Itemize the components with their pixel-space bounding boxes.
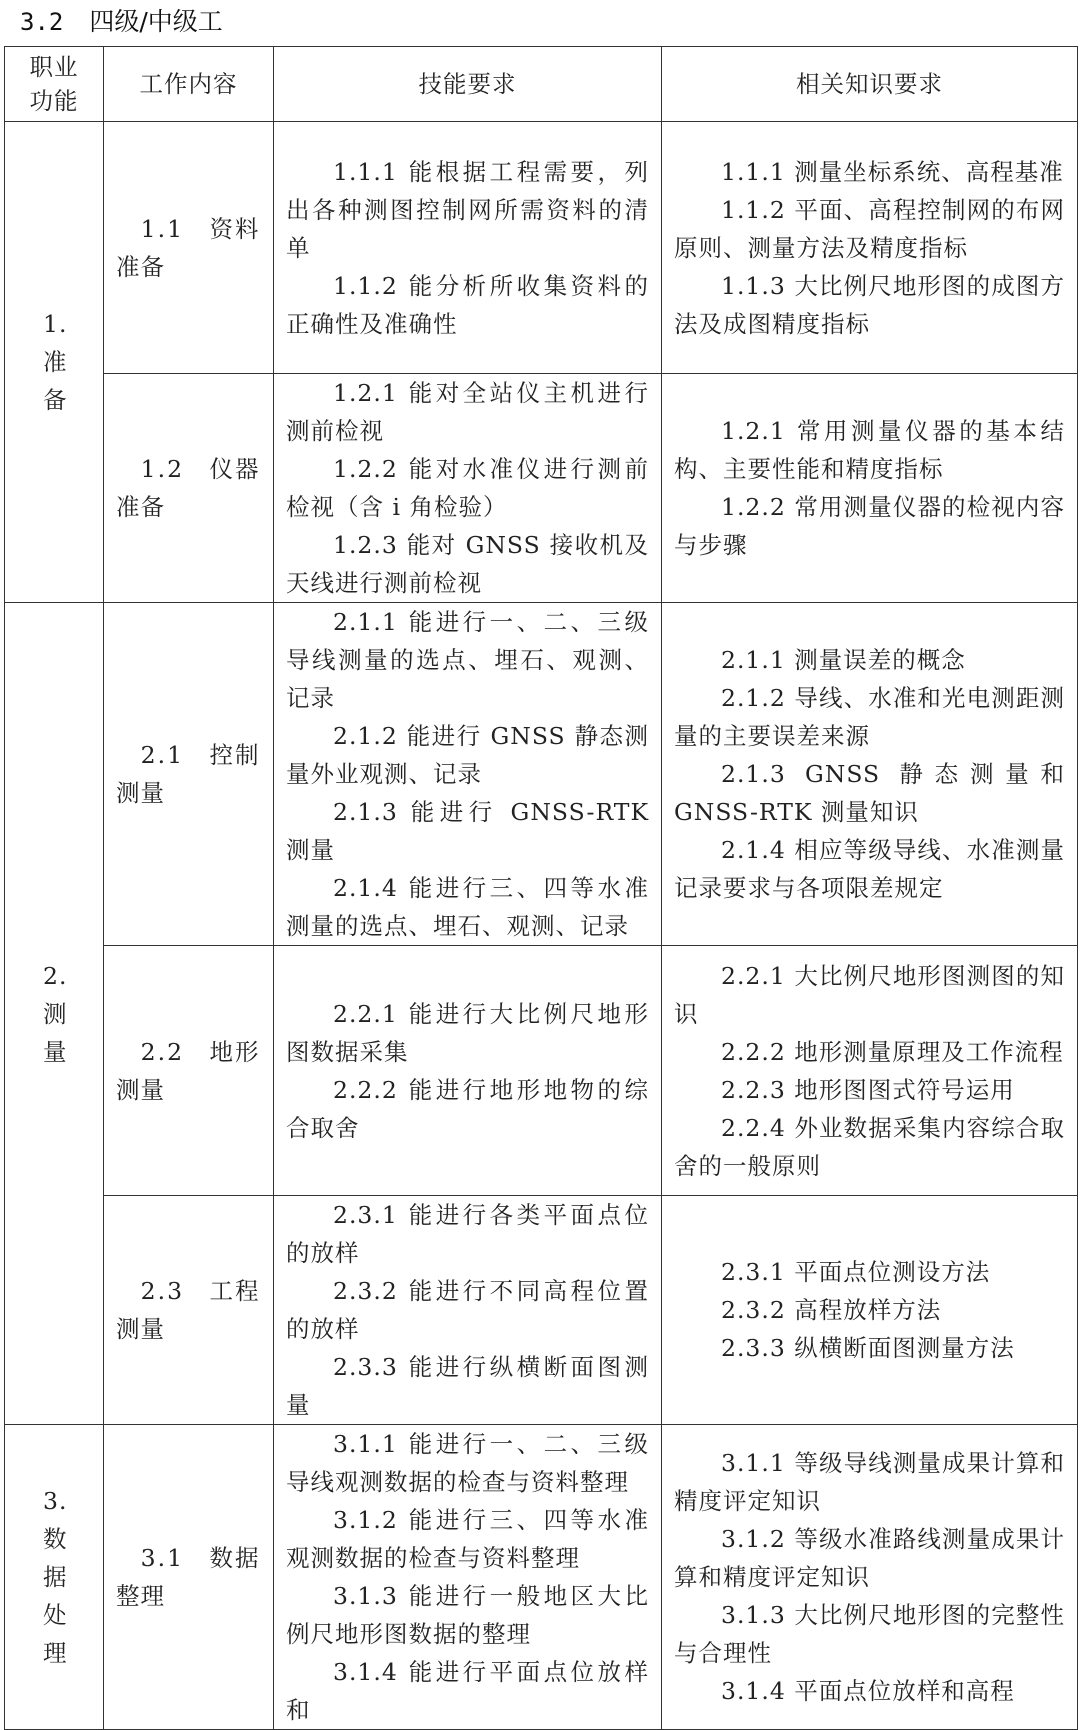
- work-line: 2.3 工程: [140, 1277, 261, 1305]
- knowledge-item: 2.1.4 相应等级导线、水准测量记录要求与各项限差规定: [674, 836, 1065, 902]
- work-line: 1.2 仪器: [140, 455, 261, 483]
- function-line: 测: [43, 999, 68, 1028]
- work-cell: [104, 946, 274, 1196]
- skill-item: 1.1.1 能根据工程需要，列出各种测图控制网所需资料的清单: [286, 157, 649, 262]
- table-row: [5, 374, 1078, 603]
- knowledge-item: 3.1.2 等级水准路线测量成果计算和精度评定知识: [674, 1525, 1065, 1591]
- function-line: 数: [43, 1525, 68, 1553]
- skill-item: 2.3.3 能进行纵横断面图测量: [286, 1353, 649, 1419]
- skill-cell: [274, 374, 662, 603]
- work-line: 2.1 控制: [140, 741, 261, 769]
- knowledge-item: 1.1.1 测量坐标系统、高程基准: [721, 157, 1064, 186]
- work-line: 1.1 资料: [140, 214, 261, 243]
- function-line: 1.: [43, 310, 68, 338]
- knowledge-cell: [662, 1196, 1078, 1425]
- table-body: [5, 122, 1078, 1730]
- skill-item: 2.3.1 能进行各类平面点位的放样: [286, 1201, 649, 1267]
- work-line: 测量: [116, 779, 165, 807]
- table-row: [5, 1196, 1078, 1425]
- function-line: 准: [43, 348, 68, 376]
- knowledge-cell: [662, 122, 1078, 374]
- knowledge-item: 2.1.1 测量误差的概念: [721, 646, 966, 674]
- header-function: [5, 47, 104, 122]
- skill-item: 3.1.2 能进行三、四等水准观测数据的检查与资料整理: [286, 1506, 649, 1572]
- skill-item: 2.1.1 能进行一、二、三级导线测量的选点、埋石、观测、记录: [286, 608, 649, 712]
- function-line: 据: [43, 1563, 68, 1591]
- skill-cell: [274, 122, 662, 374]
- work-cell: [104, 1196, 274, 1425]
- work-line: 测量: [116, 1315, 165, 1343]
- knowledge-item: 2.3.3 纵横断面图测量方法: [721, 1334, 1015, 1362]
- header-function-line: 职业: [29, 53, 79, 81]
- work-line: 测量: [116, 1075, 165, 1104]
- header-function-line: 功能: [29, 87, 79, 115]
- header-knowledge: 相关知识要求: [662, 47, 1078, 122]
- section-number: 3.2: [20, 8, 64, 36]
- knowledge-item: 2.1.3 GNSS 静态测量和 GNSS-RTK 测量知识: [674, 760, 1065, 826]
- section-title: [20, 2, 223, 42]
- knowledge-item: 2.3.1 平面点位测设方法: [721, 1258, 991, 1286]
- skill-item: 3.1.1 能进行一、二、三级导线观测数据的检查与资料整理: [286, 1430, 649, 1496]
- work-cell: [104, 374, 274, 603]
- knowledge-item: 2.3.2 高程放样方法: [721, 1296, 942, 1324]
- skill-item: 2.3.2 能进行不同高程位置的放样: [286, 1277, 649, 1343]
- knowledge-item: 1.1.2 平面、高程控制网的布网原则、测量方法及精度指标: [674, 195, 1065, 262]
- skill-item: 1.1.2 能分析所收集资料的正确性及准确性: [286, 271, 649, 338]
- skill-item: 2.1.2 能进行 GNSS 静态测量外业观测、记录: [286, 722, 649, 788]
- knowledge-cell: [662, 1425, 1078, 1730]
- skill-item: 1.2.2 能对水准仪进行测前检视（含 i 角检验）: [286, 455, 649, 521]
- table-row: [5, 1425, 1078, 1730]
- knowledge-item: 1.2.1 常用测量仪器的基本结构、主要性能和精度指标: [674, 417, 1065, 483]
- table-row: [5, 603, 1078, 946]
- work-line: 3.1 数据: [140, 1544, 261, 1572]
- skill-cell: [274, 946, 662, 1196]
- function-line: 量: [43, 1037, 68, 1066]
- function-line: 3.: [43, 1487, 68, 1515]
- work-line: 2.2 地形: [140, 1037, 261, 1066]
- work-line: 准备: [116, 252, 165, 281]
- knowledge-cell: [662, 603, 1078, 946]
- section-heading: 四级/中级工: [89, 7, 223, 36]
- function-line: 理: [43, 1639, 68, 1667]
- skill-item: 2.2.2 能进行地形地物的综合取舍: [286, 1075, 649, 1142]
- header-skill: 技能要求: [274, 47, 662, 122]
- function-line: 处: [43, 1601, 68, 1629]
- knowledge-cell: [662, 374, 1078, 603]
- knowledge-item: 3.1.4 平面点位放样和高程: [721, 1677, 1015, 1705]
- function-cell: [5, 1425, 104, 1730]
- table-row: [5, 122, 1078, 374]
- knowledge-item: 2.2.1 大比例尺地形图测图的知识: [674, 961, 1065, 1028]
- work-cell: [104, 122, 274, 374]
- knowledge-item: 1.2.2 常用测量仪器的检视内容与步骤: [674, 493, 1065, 559]
- skill-cell: [274, 1196, 662, 1425]
- work-line: 准备: [116, 493, 165, 521]
- skill-item: 2.2.1 能进行大比例尺地形图数据采集: [286, 999, 649, 1066]
- table-row: [5, 946, 1078, 1196]
- knowledge-item: 2.2.3 地形图图式符号运用: [721, 1075, 1015, 1104]
- knowledge-item: 1.1.3 大比例尺地形图的成图方法及成图精度指标: [674, 271, 1065, 338]
- function-line: 备: [43, 386, 68, 414]
- knowledge-item: 3.1.1 等级导线测量成果计算和精度评定知识: [674, 1449, 1065, 1515]
- function-cell: [5, 122, 104, 603]
- function-cell: [5, 603, 104, 1425]
- skill-item: 2.1.3 能进行 GNSS-RTK 测量: [286, 798, 649, 864]
- skill-item: 1.2.3 能对 GNSS 接收机及天线进行测前检视: [286, 531, 649, 597]
- skill-item: 3.1.3 能进行一般地区大比例尺地形图数据的整理: [286, 1582, 649, 1648]
- knowledge-cell: [662, 946, 1078, 1196]
- work-cell: [104, 603, 274, 946]
- skills-table: [4, 46, 1078, 1730]
- skill-item: 2.1.4 能进行三、四等水准测量的选点、埋石、观测、记录: [286, 874, 649, 940]
- work-line: 整理: [116, 1582, 165, 1610]
- work-cell: [104, 1425, 274, 1730]
- header-work: 工作内容: [104, 47, 274, 122]
- skill-cell: [274, 603, 662, 946]
- skill-item: 3.1.4 能进行平面点位放样和: [286, 1658, 649, 1724]
- knowledge-item: 3.1.3 大比例尺地形图的完整性与合理性: [674, 1601, 1065, 1667]
- function-line: 2.: [43, 961, 68, 990]
- skill-item: 1.2.1 能对全站仪主机进行测前检视: [286, 379, 649, 445]
- knowledge-item: 2.2.4 外业数据采集内容综合取舍的一般原则: [674, 1113, 1065, 1180]
- knowledge-item: 2.1.2 导线、水准和光电测距测量的主要误差来源: [674, 684, 1065, 750]
- knowledge-item: 2.2.2 地形测量原理及工作流程: [721, 1037, 1064, 1066]
- skill-cell: [274, 1425, 662, 1730]
- header-row: [5, 47, 1078, 122]
